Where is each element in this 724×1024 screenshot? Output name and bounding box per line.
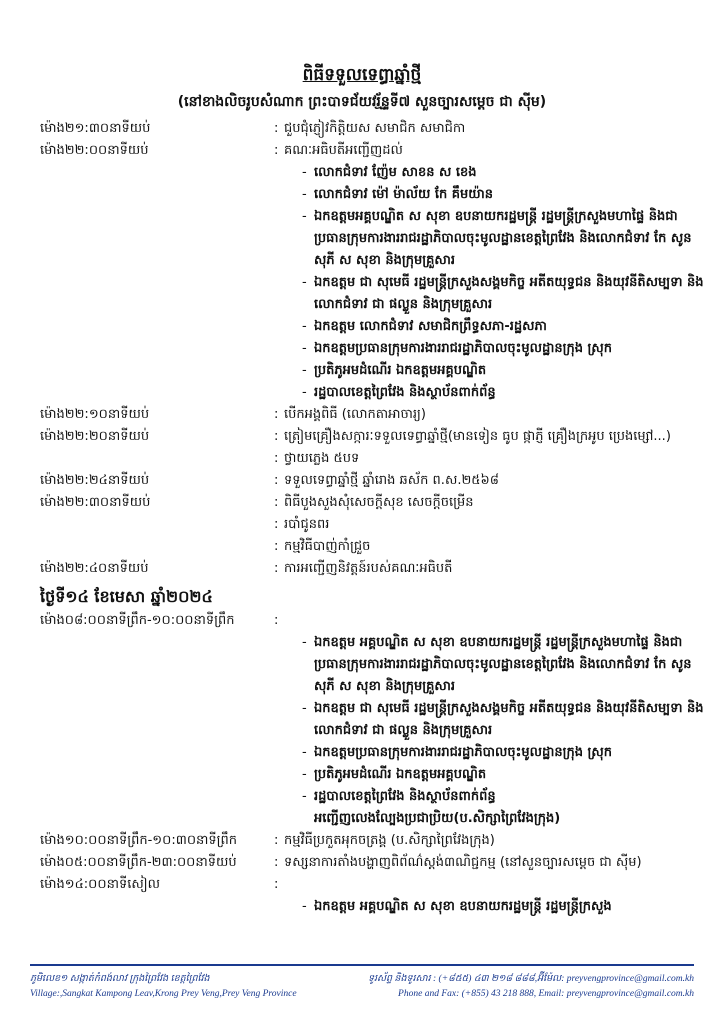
attendee-text: ឯកឧត្តមប្រធានក្រុមការងាររាជរដ្ឋាភិបាលចុះមូលដ្ឋានក្រុង ស្រុក <box>314 341 613 356</box>
schedule-row <box>40 448 704 470</box>
schedule-day1 <box>40 118 704 580</box>
schedule-description: គណៈអធិបតីអញ្ជើញដល់ <box>284 143 403 158</box>
attendee-text: ឯកឧត្តមប្រធានក្រុមការងាររាជរដ្ឋាភិបាលចុះមូលដ្ឋានក្រុង ស្រុក <box>314 745 613 760</box>
schedule-time: ម៉ោង២២:៤០នាទីយប់ <box>40 561 149 576</box>
schedule-time: ម៉ោង២២:១០នាទីយប់ <box>40 407 150 422</box>
bullet-dash: - <box>302 165 307 180</box>
bullet-dash: - <box>302 899 307 914</box>
schedule-time: ម៉ោង១០:០០នាទីព្រឹក-១០:៣០នាទីព្រឹក <box>40 833 238 848</box>
page-subtitle: (នៅខាងលិចរូបសំណាក ព្រះបាទជ័យវរ្ម័ន្ទទី៧ សួនច្បារសម្ដេច ជា ស៊ីម) <box>177 94 547 110</box>
schedule-time: ម៉ោង២២:២៤នាទីយប់ <box>40 473 150 488</box>
attendee-item <box>302 162 704 184</box>
schedule-colon: : <box>274 451 279 466</box>
attendee-item <box>314 808 704 830</box>
schedule-description: ទស្សនាការតាំងបង្ហាញពិព័ណ៌ស្ដង់៣ណិជ្ជកម្ម (នៅសួនច្បារសម្ដេច ជា ស៊ីម) <box>284 855 642 870</box>
attendee-item <box>302 184 704 206</box>
schedule-time: ម៉ោង២១:៣០នាទីយប់ <box>40 121 151 136</box>
schedule-row <box>40 118 704 140</box>
schedule-row <box>40 830 704 852</box>
schedule-description: ត្រៀមគ្រឿងសក្ការៈទទួលទេព្ធាឆ្នាំថ្មី(មានទៀន ធូប ផ្កាភ្ញី គ្រឿងក្រអូប ប្រេងម្សៅ...) <box>284 429 671 444</box>
attendee-item <box>302 206 704 272</box>
page-title: ពិធីទទួលទេព្ធាឆ្នាំថ្មី <box>302 65 422 85</box>
bullet-dash: - <box>302 701 307 716</box>
bullet-dash: - <box>302 635 307 650</box>
schedule-colon: : <box>274 833 279 848</box>
attendee-text: រដ្ឋបាលខេត្តព្រៃវែង និងស្ថាប័នពាក់ព័ន្ធ <box>314 789 496 804</box>
attendee-text: ប្រតិភូអមដំណើរ ឯកឧត្តមអគ្គបណ្ឌិត <box>314 363 487 378</box>
schedule-colon: : <box>274 473 279 488</box>
schedule-colon: : <box>274 121 279 136</box>
attendee-item <box>302 272 704 316</box>
attendee-text: ឯកឧត្តម អគ្គបណ្ឌិត ស សុខា ឧបនាយករដ្ឋមន្ត្រី រដ្ឋមន្ត្រីក្រសួង <box>314 899 612 914</box>
bullet-dash: - <box>302 209 307 224</box>
schedule-colon: : <box>274 429 279 444</box>
schedule-colon: : <box>274 407 279 422</box>
attendee-text: ឯកឧត្តម លោកជំទាវ សមាជិកព្រឹទ្ធសភា-រដ្ឋសភា <box>314 319 547 334</box>
attendee-item <box>302 698 704 742</box>
schedule-row <box>40 852 704 874</box>
footer-address-en: Village:,Sangkat Kampong Leav,Krong Prey Veng,Prey Veng Province <box>30 989 297 999</box>
footer-address-km: ភូមិលេខ១ សង្កាត់កំពង់លាវ ក្រុងព្រៃវែង ខេត្តព្រៃវែង <box>30 974 210 984</box>
schedule-description: ពិធីបួងសួងសុំសេចក្ដីសុខ សេចក្ដីចម្រើន <box>284 495 474 510</box>
schedule-day2 <box>40 610 704 918</box>
schedule-colon: : <box>274 539 279 554</box>
attendee-item <box>302 764 704 786</box>
schedule-colon: : <box>274 855 279 870</box>
attendee-text: ឯកឧត្តម ជា សុមេធី រដ្ឋមន្ត្រីក្រសួងសង្គមកិច្ច អតីតយុទ្ធជន និងយុវនីតិសម្បទា និងលោកជំទាវ ជា ផល្លួន និងក្រុមគ្រួសារ <box>314 701 704 738</box>
attendee-item <box>302 742 704 764</box>
schedule-description: កម្មវិធីបាញ់កាំជ្រួច <box>284 539 371 554</box>
attendee-text: រដ្ឋបាលខេត្តព្រៃវែង និងស្ថាប័នពាក់ព័ន្ធ <box>314 385 496 400</box>
schedule-description: ការអញ្ជើញនិវត្តន៍របស់គណៈអធិបតី <box>284 561 453 576</box>
schedule-colon: : <box>274 613 279 628</box>
schedule-row <box>40 610 704 632</box>
schedule-row <box>40 140 704 162</box>
bullet-dash: - <box>302 385 307 400</box>
footer-address <box>30 972 297 1002</box>
schedule-description <box>284 874 704 896</box>
schedule-description: របាំជូនពរ <box>284 517 330 532</box>
schedule <box>40 118 704 918</box>
schedule-description: ទទួលទេព្ធាឆ្នាំថ្មី ឆ្នាំរោង ឆស័ក ព.ស.២៥៦៨ <box>284 473 499 488</box>
bullet-dash: - <box>302 319 307 334</box>
schedule-row <box>40 404 704 426</box>
attendee-item <box>302 896 704 918</box>
attendee-item <box>302 382 704 404</box>
footer-contact-en: Phone and Fax: (+855) 43 218 888, Email: preyvengprovince@gmail.com.kh <box>398 989 694 999</box>
attendee-text: ឯកឧត្តម អគ្គបណ្ឌិត ស សុខា ឧបនាយករដ្ឋមន្ត្រី រដ្ឋមន្ត្រីក្រសួងមហាផ្ទៃ និងជាប្រធានក្រុមការងាររាជរដ្ឋាភិបាលចុះមូលដ្ឋានខេត្តព្រៃវែង និងលោកជំទាវ កែ សូនសុភី ស សុខា និងក្រុមគ្រួសារ <box>314 635 692 694</box>
schedule-time: ម៉ោង២២:០០នាទីយប់ <box>40 143 149 158</box>
schedule-row <box>40 536 704 558</box>
bullet-dash: - <box>302 789 307 804</box>
schedule-row <box>40 874 704 896</box>
schedule-colon: : <box>274 561 279 576</box>
schedule-description: ជួបជុំភ្ញៀវកិត្តិយស សមាជិក សមាជិកា <box>284 121 466 136</box>
schedule-time: ម៉ោង១៤:០០នាទីសៀល <box>40 877 160 892</box>
attendee-text: លោកជំទាវ ញ៉ែម សាខន ស ខេង <box>314 165 477 180</box>
schedule-row <box>40 514 704 536</box>
schedule-colon: : <box>274 877 279 892</box>
schedule-time: ម៉ោង២២:៣០នាទីយប់ <box>40 495 151 510</box>
schedule-description: បើកអង្គពិធី (លោកតាអាចារ្យ) <box>284 407 426 422</box>
attendee-item <box>302 632 704 698</box>
attendee-item <box>302 786 704 808</box>
schedule-row <box>40 470 704 492</box>
attendee-text: ឯកឧត្តម ជា សុមេធី រដ្ឋមន្ត្រីក្រសួងសង្គមកិច្ច អតីតយុទ្ធជន និងយុវនីតិសម្បទា និងលោកជំទាវ ជា ផល្លួន និងក្រុមគ្រួសារ <box>314 275 704 312</box>
footer-divider <box>30 964 694 966</box>
attendee-text: លោកជំទាវ ម៉ៅ ម៉ាល័យ កែ គឹមយ៉ាន <box>314 187 494 202</box>
attendee-text: អញ្ជើញលេងល្បែងប្រជាប្រិយ(ប.សិក្សាព្រៃវែងក្រុង) <box>314 811 561 826</box>
bullet-dash: - <box>302 745 307 760</box>
footer-contact <box>368 972 694 1002</box>
schedule-colon: : <box>274 143 279 158</box>
bullet-dash: - <box>302 341 307 356</box>
attendee-text: ប្រតិភូអមដំណើរ ឯកឧត្តមអគ្គបណ្ឌិត <box>314 767 487 782</box>
attendee-item <box>302 338 704 360</box>
attendee-text: ឯកឧត្តមអគ្គបណ្ឌិត ស សុខា ឧបនាយករដ្ឋមន្ត្រី រដ្ឋមន្ត្រីក្រសួងមហាផ្ទៃ និងជាប្រធានក្រុមការងាររាជរដ្ឋាភិបាលចុះមូលដ្ឋានខេត្តព្រៃវែង និងលោកជំទាវ កែ សូនសុភី ស សុខា និងក្រុមគ្រួសារ <box>314 209 692 268</box>
bullet-dash: - <box>302 275 307 290</box>
bullet-dash: - <box>302 363 307 378</box>
day2-heading: ថ្ងៃទី១៤ ខែមេសា ឆ្នាំ២០២៤ <box>40 587 213 606</box>
schedule-description: កម្មវិធីប្រកួតអុកចត្រង្គ (ប.សិក្សាព្រៃវែងក្រុង) <box>284 833 495 848</box>
schedule-time: ម៉ោង០៥:០០នាទីព្រឹក-២៣:០០នាទីយប់ <box>40 855 237 870</box>
schedule-row <box>40 492 704 514</box>
bullet-dash: - <box>302 767 307 782</box>
schedule-row <box>40 558 704 580</box>
schedule-row <box>40 426 704 448</box>
schedule-description <box>284 610 704 632</box>
schedule-description: ថ្វាយភ្លេង ៥បទ <box>284 451 360 466</box>
schedule-time: ម៉ោង២២:២០នាទីយប់ <box>40 429 150 444</box>
schedule-colon: : <box>274 495 279 510</box>
schedule-colon: : <box>274 517 279 532</box>
schedule-time: ម៉ោង០៨:០០នាទីព្រឹក-១០:០០នាទីព្រឹក <box>40 613 235 628</box>
attendee-item <box>302 316 704 338</box>
bullet-dash: - <box>302 187 307 202</box>
attendee-item <box>302 360 704 382</box>
footer-contact-km: ទូរស័ព្ទ និងទូរសារ : (+៨៥៥) ៤៣ ២១៨ ៨៨៨,អ៊ីម៉ែល: preyvengprovince@gmail.com.kh <box>367 974 694 984</box>
